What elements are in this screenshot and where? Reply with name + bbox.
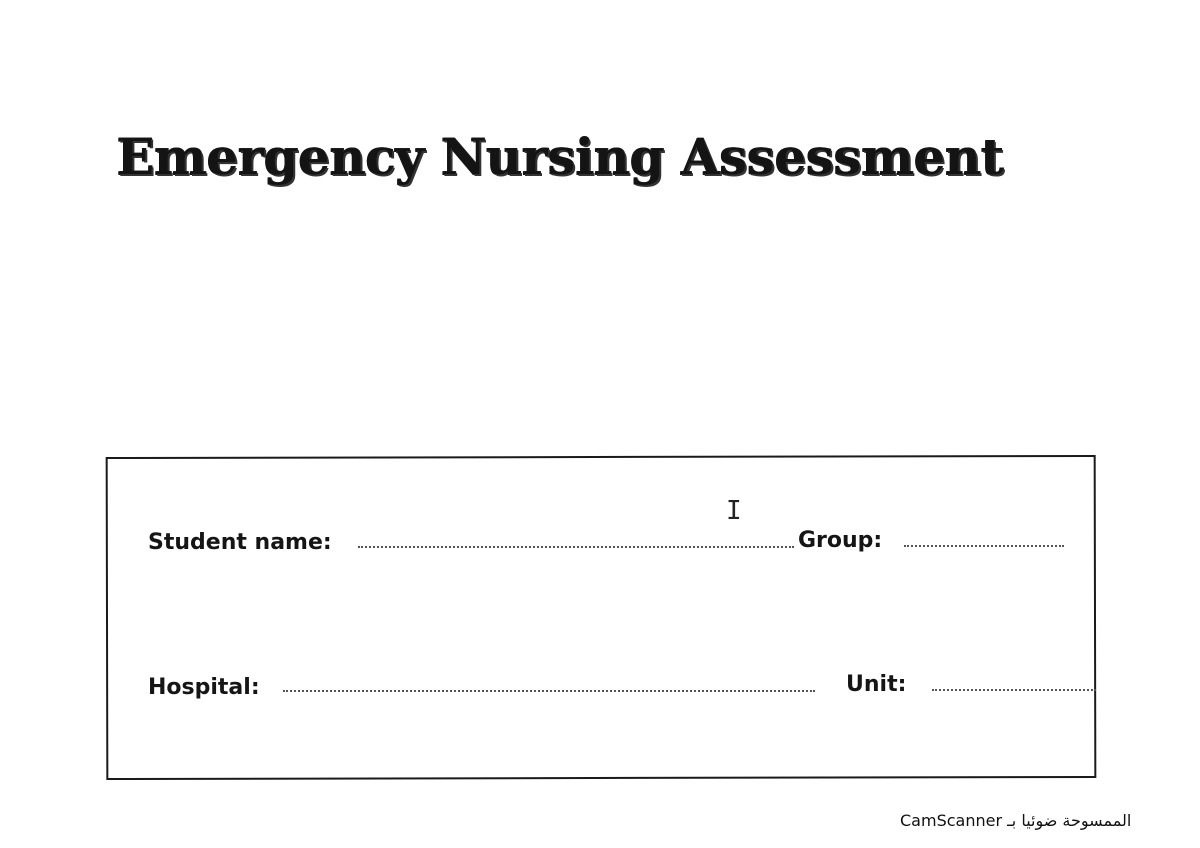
group-field[interactable] bbox=[904, 545, 1064, 547]
group-label: Group: bbox=[798, 528, 883, 553]
unit-field[interactable] bbox=[932, 689, 1096, 691]
hospital-label: Hospital: bbox=[148, 675, 260, 700]
document-title: Emergency Nursing Assessment bbox=[116, 127, 1003, 186]
unit-label: Unit: bbox=[846, 672, 907, 697]
student-name-label: Student name: bbox=[148, 530, 332, 555]
scanner-watermark-text: CamScanner الممسوحة ضوئيا بـ bbox=[900, 811, 1132, 830]
student-info-box bbox=[106, 455, 1097, 780]
student-name-field[interactable] bbox=[358, 546, 794, 548]
scanner-watermark bbox=[900, 810, 1132, 832]
text-cursor-icon: I bbox=[726, 496, 742, 526]
hospital-field[interactable] bbox=[283, 690, 815, 692]
